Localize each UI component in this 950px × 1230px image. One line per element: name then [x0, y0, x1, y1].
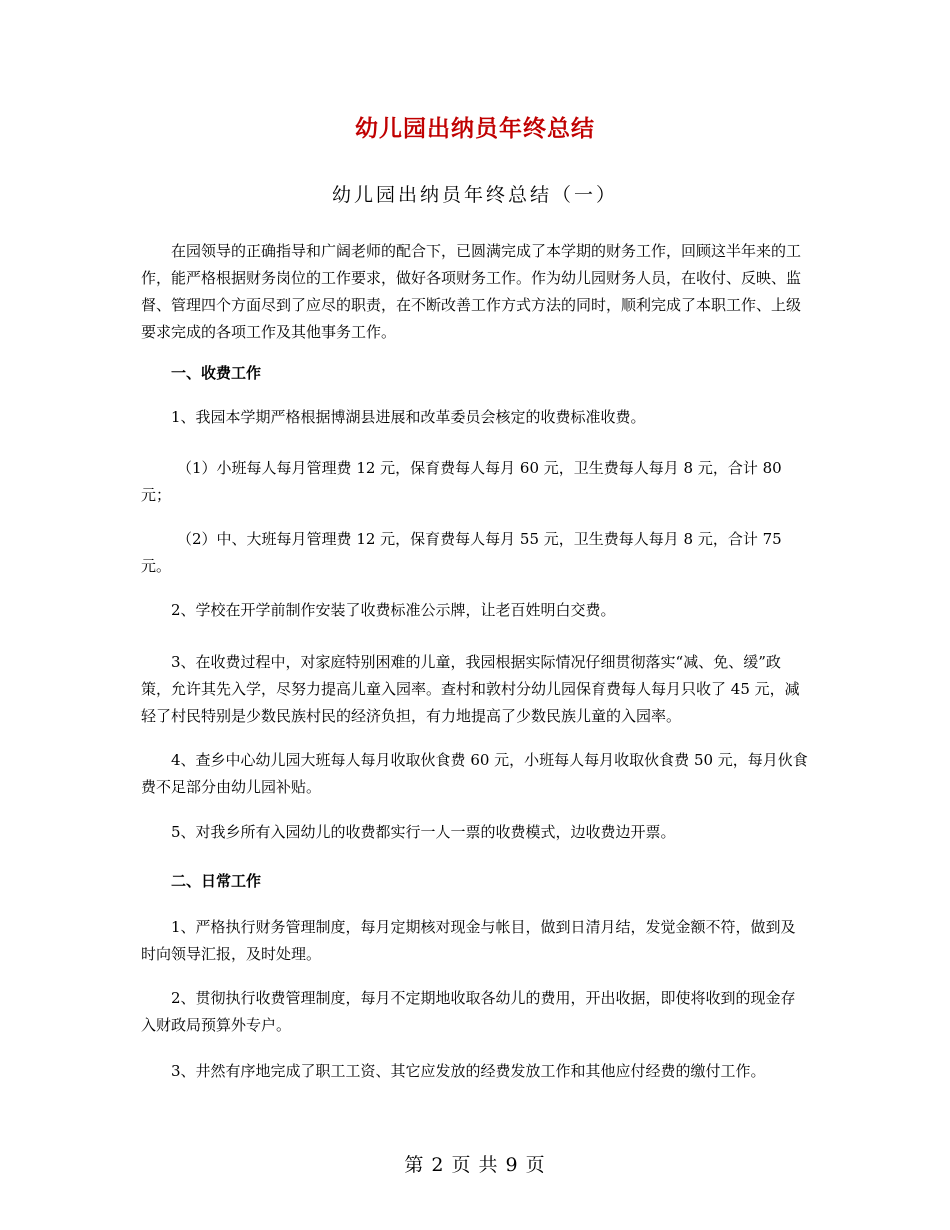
daily-paragraph-3: 3、井然有序地完成了职工工资、其它应发放的经费发放工作和其他应付经费的缴付工作。	[171, 1062, 766, 1080]
fees-paragraph-1: 1、我园本学期严格根据博湖县进展和改革委员会核定的收费标准收费。	[171, 408, 646, 426]
document-subtitle: 幼儿园出纳员年终总结（一）	[331, 184, 618, 206]
intro-paragraph: 在园领导的正确指导和广阔老师的配合下，已圆满完成了本学期的财务工作，回顾这半年来的工作，能严格根据财务岗位的工作要求，做好各项财务工作。作为幼儿园财务人员，在收付、反映、监督、管理四个方面尽到了应尽的职责，在不断改善工作方式方法的同时，顺利完成了本职工作、上级要求完成的各项工作及其他事务工作。	[141, 242, 802, 341]
daily-paragraph-1: 1、严格执行财务管理制度，每月定期核对现金与帐目，做到日清月结，发觉金额不符，做到及时向领导汇报，及时处理。	[141, 918, 796, 963]
fees-paragraph-1a: （1）小班每人每月管理费 12 元，保育费每人每月 60 元，卫生费每人每月 8 元，合计 80 元；	[141, 459, 782, 504]
section-heading-fees: 一、收费工作	[171, 364, 262, 382]
document-title: 幼儿园出纳员年终总结	[355, 115, 595, 142]
fees-paragraph-5: 5、对我乡所有入园幼儿的收费都实行一人一票的收费模式，边收费边开票。	[171, 823, 676, 841]
fees-paragraph-4: 4、查乡中心幼儿园大班每人每月收取伙食费 60 元，小班每人每月收取伙食费 50 元，每月伙食费不足部分由幼儿园补贴。	[141, 751, 808, 796]
daily-paragraph-2: 2、贯彻执行收费管理制度，每月不定期地收取各幼儿的费用，开出收据，即使将收到的现金存入财政局预算外专户。	[141, 989, 796, 1034]
fees-paragraph-3: 3、在收费过程中，对家庭特别困难的儿童，我园根据实际情况仔细贯彻落实“减、免、缓”政策，允许其先入学，尽努力提高儿童入园率。查村和敦村分幼儿园保育费每人每月只收了 45 元，减轻了村民特别是少数民族村民的经济负担，有力地提高了少数民族儿童的入园率。	[141, 653, 800, 725]
page-number-footer: 第 2 页 共 9 页	[404, 1154, 546, 1176]
fees-paragraph-1b: （2）中、大班每月管理费 12 元，保育费每人每月 55 元，卫生费每人每月 8 元，合计 75 元。	[141, 530, 782, 575]
section-heading-daily: 二、日常工作	[171, 872, 262, 890]
fees-paragraph-2: 2、学校在开学前制作安装了收费标准公示牌，让老百姓明白交费。	[171, 601, 616, 619]
